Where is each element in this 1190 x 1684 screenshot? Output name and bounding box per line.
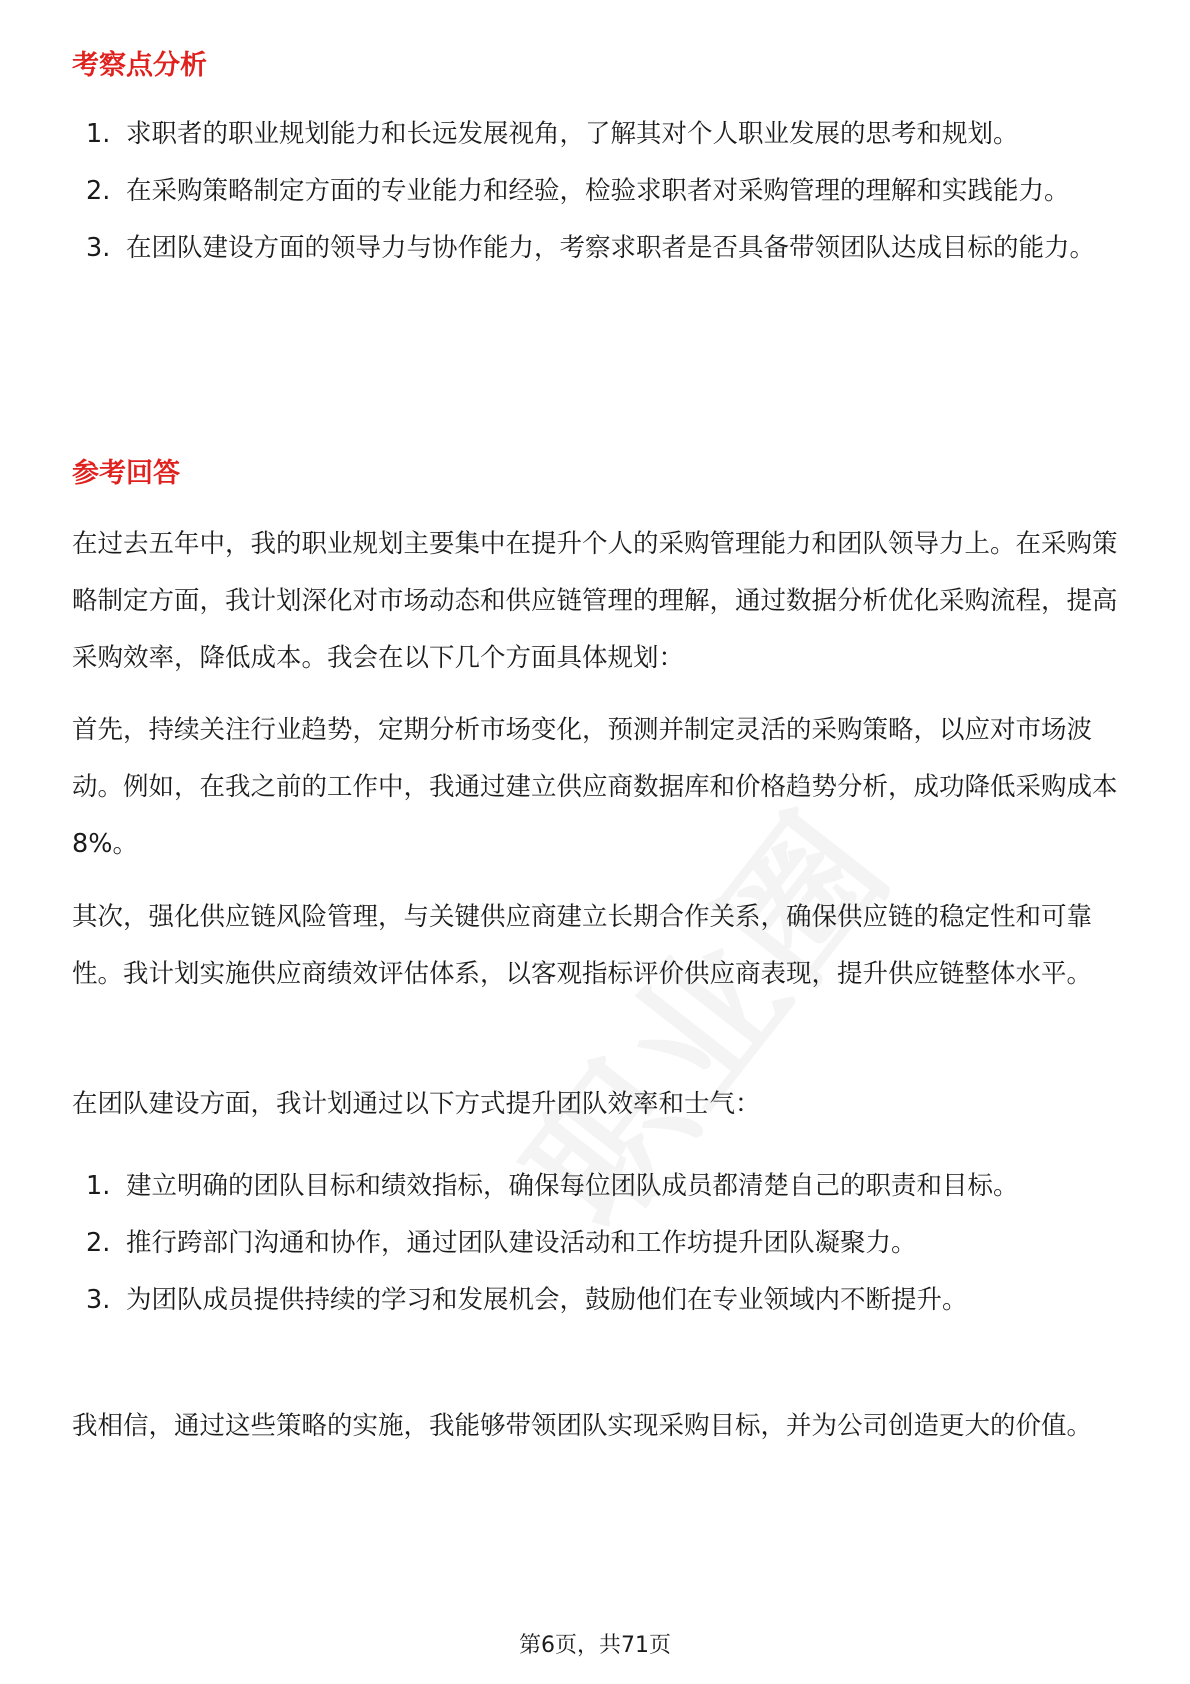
closing-paragraph: 我相信，通过这些策略的实施，我能够带领团队实现采购目标，并为公司创造更大的价值。 (72, 1411, 1093, 1441)
answer-paragraph: 在团队建设方面，我计划通过以下方式提升团队效率和士气： (72, 1089, 761, 1119)
list-item (72, 1158, 1122, 1215)
list-item (72, 106, 1122, 163)
list-item (72, 1215, 1122, 1272)
list-item-text: 在团队建设方面的领导力与协作能力，考察求职者是否具备带领团队达成目标的能力。 (126, 233, 1096, 263)
list-item-text: 求职者的职业规划能力和长远发展视角，了解其对个人职业发展的思考和规划。 (126, 119, 1019, 149)
list-item-number: 2. (86, 1228, 111, 1258)
list-item-text: 为团队成员提供持续的学习和发展机会，鼓励他们在专业领域内不断提升。 (126, 1285, 968, 1315)
list-item-text: 推行跨部门沟通和协作，通过团队建设活动和工作坊提升团队凝聚力。 (126, 1228, 917, 1258)
answer-paragraph: 首先，持续关注行业趋势，定期分析市场变化，预测并制定灵活的采购策略，以应对市场波动。例如，在我之前的工作中，我通过建立供应商数据库和价格趋势分析，成功降低采购成本8%。 (72, 715, 1118, 859)
section-title-answer: 参考回答 (72, 458, 180, 489)
list-item-text: 在采购策略制定方面的专业能力和经验，检验求职者对采购管理的理解和实践能力。 (126, 176, 1070, 206)
list-item-number: 1. (86, 119, 111, 149)
list-item-number: 1. (86, 1171, 111, 1201)
list-item-number: 3. (86, 233, 111, 263)
list-item (72, 1272, 1122, 1329)
list-item-text: 建立明确的团队目标和绩效指标，确保每位团队成员都清楚自己的职责和目标。 (126, 1171, 1019, 1201)
page-number: 第6页，共71页 (519, 1633, 671, 1658)
answer-paragraph: 其次，强化供应链风险管理，与关键供应商建立长期合作关系，确保供应链的稳定性和可靠性。我计划实施供应商绩效评估体系，以客观指标评价供应商表现，提升供应链整体水平。 (72, 902, 1093, 989)
list-item-number: 3. (86, 1285, 111, 1315)
answer-paragraph: 在过去五年中，我的职业规划主要集中在提升个人的采购管理能力和团队领导力上。在采购策略制定方面，我计划深化对市场动态和供应链管理的理解，通过数据分析优化采购流程，提高采购效率，降低成本。我会在以下几个方面具体规划： (72, 529, 1118, 673)
team-list (72, 1158, 1122, 1329)
section-title-analysis: 考察点分析 (72, 50, 207, 81)
list-item (72, 220, 1122, 277)
list-item-number: 2. (86, 176, 111, 206)
analysis-list (72, 106, 1122, 277)
list-item (72, 163, 1122, 220)
